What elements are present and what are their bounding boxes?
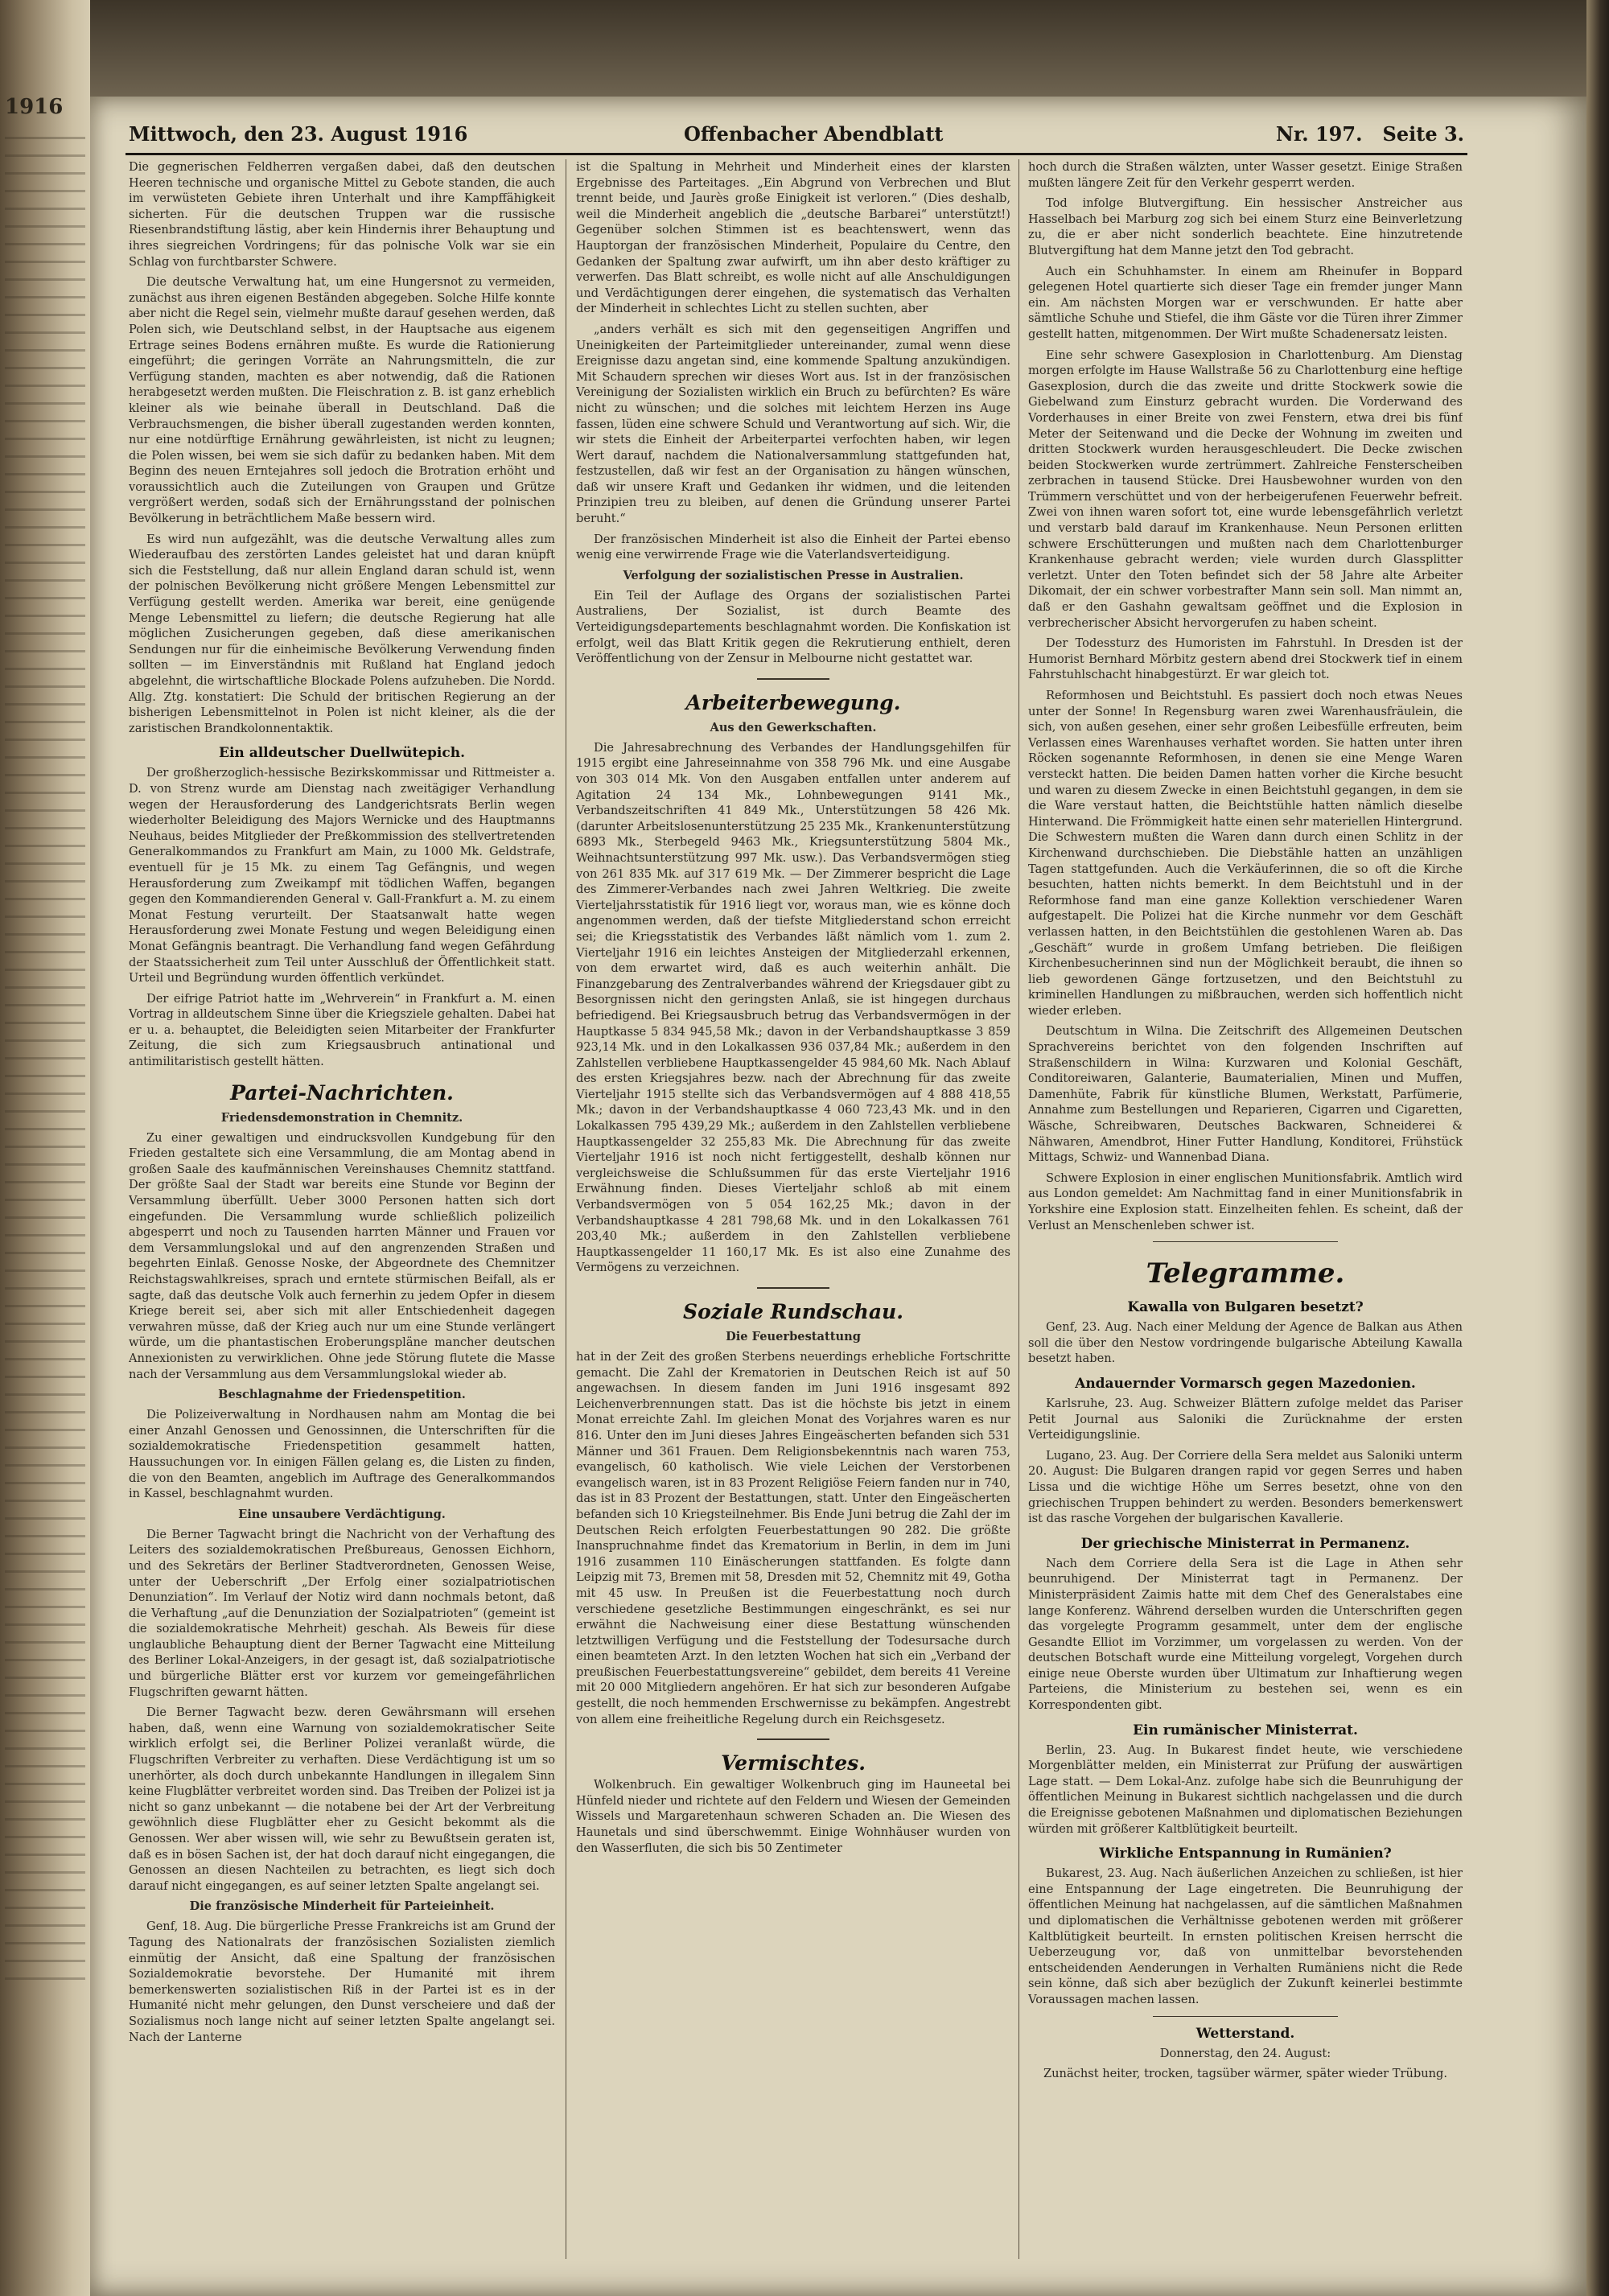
section-heading: Partei-Nachrichten. [230,1080,454,1105]
article-heading: Ein rumänischer Ministerrat. [1133,1722,1358,1738]
paragraph: Karlsruhe, 23. Aug. Schweizer Blättern zufolge meldet das Pariser Petit Journal aus Saloniki die Zurücknahme der ersten Verteidigungslinie. [1028,1396,1463,1442]
paragraph: Die gegnerischen Feldherren vergaßen dabei, daß den deutschen Heeren technische und organische Mittel zu Gebote standen, die auch im verwüsteten Gebiete ihren Unterhalt und ihre Kampffähigkeit sicherten. Für die deutschen Truppen war die russische Riesenbrandstiftung lästig, aber kein Hindernis ihrer Behauptung und ihres siegreichen Vordringens; für das polnische Volk war sie ein Schlag von furchtbarster Schwere. [129,160,555,269]
adjacent-page-fragment [5,137,85,1987]
paragraph: Wolkenbruch. Ein gewaltiger Wolkenbruch ging im Hauneetal bei Hünfeld nieder und richtete auf den Feldern und Wiesen der Gemeinden Wissels und Margaretenhaun schweren Schaden an. Die Wiesen des Haunetals und sind überschwemmt. Einige Wohnhäuser wurden von den Wasserfluten, die sich bis 50 Zentimeter [576,1778,1010,1855]
paragraph: Auch ein Schuhhamster. In einem am Rheinufer in Boppard gelegenen Hotel quartierte sich dieser Tage ein fremder junger Mann ein. Am nächsten Morgen war er verschwunden. Er hatte aber sämtliche Schuhe und Stiefel, die ihm Gäste vor die Türen ihrer Zimmer gestellt hatten, mitgenommen. Der Wirt mußte Schadenersatz leisten. [1028,264,1463,341]
column-rule [1018,159,1019,2259]
article-heading: Wirkliche Entspannung in Rumänien? [1099,1845,1392,1862]
separator [1153,1241,1338,1242]
paragraph: Der eifrige Patriot hatte im „Wehrverein“ in Frankfurt a. M. einen Vortrag in alldeutschem Sinne über die Kriegsziele gehalten. Dabei hat er u. a. behauptet, die Beleidigten seien Mitarbeiter der Frankfurter Zeitung, die sich zum Kriegsausbruch antinational und antimilitaristisch gestellt hätten. [129,991,555,1069]
paragraph: Die Berner Tagwacht bezw. deren Gewährsmann will ersehen haben, daß, wenn eine Warnung von sozialdemokratischer Seite wirklich erfolgt sei, die Berliner Polizei veranlaßt würde, die Flugschriften Verbreiter zu verhaften. Diese Verdächtigung ist um so unerhörter, als doch durch unbekannte Handlungen in illegalem Sinn keine Flugblätter verbreitet worden sind. Das Treiben der Polizei ist ja nicht so ganz unbekannt — die notabene bei der Art der Verbreitung gewöhnlich diese Flugblätter eher zu Gesicht bekommt als die Genossen. Wer aber wissen will, wie sehr zu Bewußtsein geraten ist, daß es in bösen Sachen ist, der hat doch darauf nicht eingegangen, die Genossen an diesen Nachteilen zu betrachten, es liegt sich doch darauf nicht eingegangen, es auf seiner letzten Spalte angelangt sei. [129,1706,555,1893]
separator [1153,2016,1338,2017]
column-1 [129,159,555,2259]
article-heading: Kawalla von Bulgaren besetzt? [1127,1299,1364,1316]
paragraph: Reformhosen und Beichtstuhl. Es passiert doch noch etwas Neues unter der Sonne! In Regensburg waren zwei Warenhausfräulein, die sich, von außen gesehen, einer sehr großen Leibesfülle erfreuten, beim Verlassen eines Warenhauses verhaftet worden. Sie hatten unter ihren Röcken sogenannte Reformhosen, in denen sie eine Menge Waren versteckt hatten. Die beiden Damen hatten vorher die Kirche besucht und waren zu diesem Zwecke in einen Beichtstuhl gegangen, in dem sie die Ware verstaut hatten, die Beichtstühle hatten nämlich dieselbe Hinterwand. Die Frömmigkeit hatte einen sehr materiellen Hintergrund. Die Schwestern mußten die Waren dann durch einen Schlitz in der Kirchenwand durchschieben. Die Diebstähle hatten an unzähligen Tagen stattgefunden. Auch die Verkäuferinnen, die so oft die Kirche besuchten, hatten nichts bemerkt. In dem Beichtstuhl und in der Reformhose fand man eine ganze Kollektion verschiedener Waren aufgestapelt. Die Polizei hat die Kirche nunmehr vor dem Geschäft verlassen hatten, in den Beichtstühlen die gestohlenen Waren ab. Das „Geschäft“ wurde in großem Umfang betrieben. Die fleißigen Kirchenbesucherinnen sind nun der Möglichkeit beraubt, die ihnen so lieb gewordenen Gänge fortzusetzen, und den Beichtstuhl zu kriminellen Handlungen zu mißbrauchen, werden sich hoffentlich nicht wieder erleben. [1028,689,1463,1018]
header-page: Seite 3. [1382,122,1464,146]
paragraph: Tod infolge Blutvergiftung. Ein hessischer Anstreicher aus Hasselbach bei Marburg zog sich bei einem Sturz eine Beinverletzung zu, die er aber nicht sonderlich beachtete. Eine hinzutretende Blutvergiftung hat dem Manne jetzt den Tod gebracht. [1028,196,1463,257]
paragraph: „anders verhält es sich mit den gegenseitigen Angriffen und Uneinigkeiten der Parteimitglieder untereinander, zumal wenn diese Ereignisse dazu angetan sind, eine kommende Spaltung anzukündigen. Mit Schaudern sprechen wir dieses Wort aus. Ist in der französischen Vereinigung der Sozialisten wirklich ein Bruch zu befürchten? Es wäre nicht zu wünschen; und die solches mit leichtem Herzen ins Auge fassen, lüden eine schwere Schuld und Verantwortung auf sich. Wir, die wir stets die Einheit der Arbeiterpartei verfochten haben, wir legen Wert darauf, nachdem die Nationalversammlung stattgefunden hat, festzustellen, daß wir fest an der Organisation zu hängen wünschen, daß wir unsere Kraft und Gedanken ihr widmen, und die leitenden Prinzipien treu zu bleiben, auf denen die Gründung unserer Partei beruht.“ [576,322,1010,526]
paragraph: Berlin, 23. Aug. In Bukarest findet heute, wie verschiedene Morgenblätter melden, ein Ministerrat zur Prüfung der auswärtigen Lage statt. — Dem Lokal-Anz. zufolge habe sich die Beunruhigung der öffentlichen Meinung in Bukarest sichtlich nachgelassen und die durch die Ereignisse gebotenen Maßnahmen und diplomatischen Beziehungen würden mit größerer Kaltblütigkeit beurteilt. [1028,1743,1463,1836]
paragraph: Ein Teil der Auflage des Organs der sozialistischen Partei Australiens, Der Sozialist, ist durch Beamte des Verteidigungsdepartements beschlagnahmt worden. Die Konfiskation ist erfolgt, weil das Blatt Kritik gegen die Rekrutierung enthielt, deren Veröffentlichung von der Zensur in Melbourne nicht gestattet war. [576,588,1010,666]
paragraph: Zu einer gewaltigen und eindrucksvollen Kundgebung für den Frieden gestaltete sich eine Versammlung, die am Montag abend in großen Saale des kaufmännischen Vereinshauses Chemnitz stattfand. Der größte Saal der Stadt war bereits eine Stunde vor Beginn der Versammlung überfüllt. Ueber 3000 Personen hatten sich dort eingefunden. Die Versammlung wurde schließlich polizeilich abgesperrt und noch zu Tausenden harrten Männer und Frauen vor dem Versammlungslokal und auf den angrenzenden Straßen und begehrten Einlaß. Genosse Noske, der Abgeordnete des Chemnitzer Reichstagswahlkreises, sprach und erntete stürmischen Beifall, als er sagte, daß das deutsche Volk auch fernerhin zu jedem Opfer in diesem Kriege bereit sei, aber sich mit aller Entschiedenheit dagegen verwahren müsse, daß der Krieg auch nur um eine Stunde verlängert würde, um die phantastischen Eroberungspläne mancher deutschen Annexionisten zu verwirklichen. Ohne jede Störung flutete die Masse nach der Versammlung aus dem Versammlungslokal wieder ab. [129,1130,555,1381]
paragraph: Die Polizeiverwaltung in Nordhausen nahm am Montag die bei einer Anzahl Genossen und Genossinnen, die Unterschriften für die sozialdemokratische Friedenspetition gesammelt hatten, Haussuchungen vor. In einigen Fällen gelang es, die Listen zu finden, die von den Beamten, angeblich im Auftrage des Generalkommandos in Kassel, beschlagnahmt wurden. [129,1408,555,1501]
subheading: Eine unsaubere Verdächtigung. [238,1507,446,1521]
section-heading: Telegramme. [1146,1257,1345,1290]
paragraph: Der Todessturz des Humoristen im Fahrstuhl. In Dresden ist der Humorist Bernhard Mörbitz gestern abend drei Stockwerk tief in einem Fahrstuhlschacht hinabgestürzt. Er war gleich tot. [1028,636,1463,682]
paragraph: Der großherzoglich-hessische Bezirkskommissar und Rittmeister a. D. von Strenz wurde am Dienstag nach zweitägiger Verhandlung wegen der Herausforderung des Landgerichtsrats Berlin wegen wiederholter Beleidigung des Majors Wernicke und des Hauptmanns Neuhaus, beides Mitglieder der Preßkommission des stellvertretenden Generalkommandos zu Frankfurt am Main, zu 1000 Mk. Geldstrafe, eventuell für je 15 Mk. zu einem Tag Gefängnis, und wegen Herausforderung zum Zweikampf mit tödlichen Waffen, begangen gegen den Kommandierenden General v. Gall-Frankfurt a. M. zu einem Monat Festung verurteilt. Der Staatsanwalt hatte wegen Herausforderung zwei Monate Festung und wegen Beleidigung einen Monat Gefängnis beantragt. Die Verhandlung fand wegen Gefährdung der Staatssicherheit zum Teil unter Ausschluß der Öffentlichkeit statt. Urteil und Begründung wurden öffentlich verkündet. [129,766,555,985]
paragraph: Es wird nun aufgezählt, was die deutsche Verwaltung alles zum Wiederaufbau des zerstörten Landes geleistet hat und daran knüpft sich die Feststellung, daß nur allein England daran schuld ist, wenn der polnischen Bevölkerung nicht größere Mengen Lebensmittel zur Verfügung gestellt werden. Amerika war bereit, eine genügende Menge Lebensmittel zu liefern; die deutsche Regierung hat alle möglichen Zusicherungen gegeben, daß diese amerikanischen Sendungen nur für die einheimische Bevölkerung Verwendung finden sollten — im Einverständnis mit Rußland hat England jedoch abgelehnt, die wirtschaftliche Blockade Polens aufzuheben. Die Nordd. Allg. Ztg. konstatiert: Die Schuld der britischen Regierung an der bisherigen Lebensmittelnot in Polen ist nicht kleiner, als die der zaristischen Brandkolonnentaktik. [129,532,555,735]
subheading: Friedensdemonstration in Chemnitz. [220,1110,463,1125]
paragraph: hoch durch die Straßen wälzten, unter Wasser gesetzt. Einige Straßen mußten längere Zeit für den Verkehr gesperrt werden. [1028,160,1463,190]
margin-year: 1916 [5,95,64,119]
separator [757,1287,829,1289]
section-heading: Soziale Rundschau. [683,1300,903,1323]
section-heading: Vermischtes. [721,1751,866,1775]
scan-top-border [90,0,1586,97]
header-rule [126,153,1467,155]
subheading: Verfolgung der sozialistischen Presse in Australien. [623,568,964,582]
paragraph: Die Jahresabrechnung des Verbandes der Handlungsgehilfen für 1915 ergibt eine Jahreseinnahme von 358 796 Mk. und eine Ausgabe von 303 014 Mk. Von den Ausgaben entfallen unter anderem auf Agitation 24 134 Mk., Lohnbewegungen 9141 Mk., Verbandszeitschriften 41 849 Mk., Unterstützungen 58 426 Mk. (darunter Arbeitslosenunterstützung 25 235 Mk., Krankenunterstützung 6893 Mk., Sterbegeld 9463 Mk., Kriegsunterstützung 5804 Mk., Weihnachtsunterstützung 997 Mk. usw.). Das Verbandsvermögen stieg von 261 835 Mk. auf 317 619 Mk. — Der Zimmerer bespricht die Lage des Zimmerer-Verbandes nach zwei Jahren Weltkrieg. Die zweite Vierteljahrsstatistik für 1916 liegt vor, woraus man, wie es könne doch angenommen werden, daß der tiefste Mitgliederstand schon erreicht sei; die Kriegsstatistik des Verbandes läßt nämlich vom 1. zum 2. Vierteljahr 1916 ein leichtes Ansteigen der Mitgliederzahl erkennen, von dem erwartet wird, daß es auch weiterhin anhält. Die Finanzgebarung des Zentralverbandes während der Kriegsdauer gibt zu Besorgnissen nicht den geringsten Anlaß, sie ist hingegen durchaus befriedigend. Bei Kriegsausbruch betrug das Verbandsvermögen in der Hauptkasse 5 834 945,58 Mk.; davon in der Verbandshauptkasse 3 859 923,14 Mk. und in den Lokalkassen 936 037,84 Mk.; außerdem in den Zahlstellen verbliebene Hauptkassengelder 45 984,60 Mk. Nach Ablauf des ersten Kriegsjahres bezw. nach der Abrechnung für das zweite Vierteljahr 1915 stellte sich das Verbandsvermögen auf 4 888 418,55 Mk.; davon in der Verbandshauptkasse 4 060 723,43 Mk. und in den Lokalkassen 795 439,29 Mk.; außerdem in den Zahlstellen verbliebene Hauptkassengelder 32 255,83 Mk. Die Abrechnung für das zweite Vierteljahr 1916 ist noch nicht fertiggestellt, deshalb können nur vergleichsweise die Schlußsummen für das erste Vierteljahr 1916 Erwähnung finden. Dieses Vierteljahr schloß ab mit einem Verbandsvermögen von 5 054 162,25 Mk.; davon in der Verbandshauptkasse 4 281 798,68 Mk. und in den Lokalkassen 761 203,40 Mk.; außerdem in den Zahlstellen verbliebene Hauptkassengelder 11 160,17 Mk. Es ist also eine Zunahme des Vermögens zu verzeichnen. [576,740,1010,1275]
column-3 [1028,159,1463,2259]
section-heading: Arbeiterbewegung. [685,690,901,714]
weather-forecast: Zunächst heiter, trocken, tagsüber wärmer, später wieder Trübung. [1043,2067,1447,2081]
paragraph: Die deutsche Verwaltung hat, um eine Hungersnot zu vermeiden, zunächst aus ihren eigenen Beständen abgegeben. Solche Hilfe konnte aber nicht die Regel sein, vielmehr mußte darauf gesehen werden, daß Polen sich, wie Deutschland selbst, in der Hauptsache aus eigenem Ertrage seines Bodens ernähren mußte. Es wurde die Rationierung eingeführt; die geringen Vorräte an Nahrungsmitteln, die zur Verfügung standen, machten es aber notwendig, daß die Rationen herabgesetzt werden mußten. Die Fleischration z. B. ist ganz erheblich kleiner als wie beinahe überall in Deutschland. Daß die Verbrauchsmengen, die bisher überall zugestanden werden konnten, nur eine notdürftige Ernährung gewährleisten, ist nicht zu leugnen; die Polen wissen, bei wem sie sich dafür zu bedanken haben. Mit dem Beginn des neuen Erntejahres soll jedoch die Brotration erhöht und voraussichtlich auch die Zuteilungen von Graupen und Grütze vergrößert werden, sodaß sich der Ernährungsstand der polnischen Bevölkerung in beträchtlichem Maße bessern wird. [129,275,555,526]
article-heading: Wetterstand. [1195,2025,1295,2042]
paragraph: ist die Spaltung in Mehrheit und Minderheit eines der klarsten Ergebnisse des Parteitages. „Ein Abgrund von Verbrechen und Blut trennt beide, und Jaurès große Einigkeit ist verloren.“ (Dies deshalb, weil die Minderheit angeblich die „deutsche Barbarei“ unterstützt!) Gegenüber solchen Stimmen ist es beachtenswert, wenn das Hauptorgan der französischen Minderheit, Populaire du Centre, den Gedanken der Spaltung zwar aufwirft, um ihn aber desto kräftiger zu verwerfen. Das Blatt schreibt, es wolle nicht auf alle Anschuldigungen und Verdächtigungen derer eingehen, die systematisch das Verhalten der Minderheit in schlechtes Licht zu stellen suchten, aber [576,160,1010,316]
paragraph: Deutschtum in Wilna. Die Zeitschrift des Allgemeinen Deutschen Sprachvereins berichtet von den folgenden Inschriften auf Straßenschildern in Wilna: Kurzwaren und Kolonial Geschäft, Conditoreiwaren, Galanterie, Baumaterialien, Minen und Muffen, Damenhüte, Fabrik für künstliche Blumen, Werkstatt, Parfümerie, Annahme zum Bestellungen und Reparieren, Cigarren und Cigaretten, Wäsche, Schreibwaren, Deutsches Backwaren, Schneiderei & Nähwaren, Amendbrot, Hiner Futter Handlung, Konditorei, Frühstück Mittags, Schwiz- und Wannenbad Diana. [1028,1024,1463,1165]
paragraph: Genf, 18. Aug. Die bürgerliche Presse Frankreichs ist am Grund der Tagung des Nationalrats der französischen Sozialisten ziemlich einmütig der Ansicht, daß eine Spaltung der französischen Sozialdemokratie bevorstehe. Der Humanité mit ihrem bemerkenswerten sozialistischen Riß in der Partei ist es in der Humanité nicht mehr gelungen, den Dunst verscheiere und daß der Sozialismus noch lange nicht auf seiner letzten Spalte angelangt sei. Nach der Lanterne [129,1920,555,2044]
separator [757,678,829,680]
page-header [129,122,1464,151]
article-heading: Andauernder Vormarsch gegen Mazedonien. [1075,1375,1416,1392]
subheading: Aus den Gewerkschaften. [710,720,877,734]
paragraph: Die Berner Tagwacht bringt die Nachricht von der Verhaftung des Leiters des sozialdemokratischen Preßbureaus, Genossen Eichhorn, und des Sekretärs der Berliner Stadtverordneten, Genossen Weise, unter der Ueberschrift „Der Erfolg einer sozialpatriotischen Denunziation“. Im Verlauf der Notiz wird dann nochmals betont, daß die Verhaftung „auf die Denunziation der Sozialpatrioten“ (gemeint ist die sozialdemokratische Mehrheit) geschah. Als Beweis für diese unglaubliche Behauptung dient der Berner Tagwacht eine Mitteilung des Berliner Lokal-Anzeigers, in der gesagt ist, daß sozialpatriotische und bürgerliche Blätter erst vor kurzem vor gemeingefährlichen Flugschriften gewarnt hätten. [129,1527,555,1699]
header-issue-page [1276,122,1464,146]
paragraph: Bukarest, 23. Aug. Nach äußerlichen Anzeichen zu schließen, ist hier eine Entspannung der Lage eingetreten. Die Beunruhigung der öffentlichen Meinung hat nachgelassen, auf die sämtlichen Maßnahmen und diplomatischen die Verhältnisse gebotenen werden mit größerer Kaltblütigkeit beurteilt. In ernsten politischen Kreisen herrscht die Ueberzeugung vor, daß von unmittelbar bevorstehenden entscheidenden Aenderungen in Verhalten Rumäniens nicht die Rede sein könne, daß sich aber bezüglich der Zukunft keinerlei bestimmte Voraussagen machen lassen. [1028,1866,1463,2006]
header-paper-title: Offenbacher Abendblatt [684,122,944,146]
paragraph: hat in der Zeit des großen Sterbens neuerdings erhebliche Fortschritte gemacht. Die Zahl der Krematorien in Deutschen Reich ist auf 50 angewachsen. In diesem fanden im Juni 1916 insgesamt 892 Leichenverbrennungen statt. Das ist die höchste bis jetzt in einem Monat erreichte Zahl. Im gleichen Monat des Vorjahres waren es nur 816. Unter den im Juni dieses Jahres Eingeäscherten befanden sich 531 Männer und 361 Frauen. Dem Religionsbekenntnis nach waren 753, evangelisch, 60 katholisch. Wie viele Leichen der Verstorbenen evangelisch waren, ist in 83 Prozent Religiöse Feiern fanden nur in 740, das ist in 83 Prozent der Bestattungen, statt. Unter den Eingeäscherten befanden sich 10 Kriegsteilnehmer. Bis Ende Juni betrug die Zahl der im Deutschen Reich erfolgten Feuerbestattungen 90 282. Die größte Inanspruchnahme findet das Krematorium in Berlin, in dem im Juni 1916 zusammen 110 Einäscherungen stattfanden. Es folgte dann Leipzig mit 73, Bremen mit 58, Dresden mit 52, Chemnitz mit 49, Gotha mit 45 usw. In Preußen ist die Feuerbestattung noch durch verschiedene gesetzliche Bestimmungen eingeschränkt, es sei nur erwähnt die Nachweisung einer diese Bestattung wünschenden letztwilligen Verfügung und die Feststellung der Todesursache durch einen beamteten Arzt. In den letzten Wochen hat sich ein „Verband der preußischen Feuerbestattungsvereine“ gebildet, dem bereits 41 Vereine mit 20 000 Mitgliedern angehören. Er hat sich zur besonderen Aufgabe gestellt, die noch hemmenden Erschwernisse zu bekämpfen. Angestrebt von allem eine freiheitliche Regelung durch ein Reichsgesetz. [576,1350,1010,1726]
subheading: Die französische Minderheit für Parteieinheit. [189,1899,495,1914]
article-heading: Der griechische Ministerrat in Permanenz. [1080,1535,1410,1552]
separator [757,1738,829,1740]
paragraph: Eine sehr schwere Gasexplosion in Charlottenburg. Am Dienstag morgen erfolgte im Hause Wallstraße 56 zu Charlottenburg eine heftige Gasexplosion, durch die das zweite und dritte Stockwerk sowie die Giebelwand zum Einsturz gebracht wurden. Die Vorderwand des Vorderhauses in einer Breite von zwei Fenstern, etwa drei bis fünf Meter der Seitenwand und die Decke der Wohnung im zweiten und dritten Stockwerk wurden herausgeschleudert. Die Decke zwischen beiden Stockwerken wurde zertrümmert. Zahlreiche Fensterscheiben zerbrachen in tausend Stücke. Drei Hausbewohner wurden von den Trümmern verschüttet und von der herbeigerufenen Feuerwehr befreit. Zwei von ihnen waren sofort tot, eine wurde lebensgefährlich verletzt und verstarb bald darauf im Krankenhause. Neun Personen erlitten schwere Erschütterungen und mußten nach dem Charlottenburger Krankenhause gebracht werden; viele wurden durch Glassplitter verletzt. Unter den Toten befindet sich der 58 Jahre alte Arbeiter Dikomait, der ein schwer vorbestrafter Mann sein soll. Man nimmt an, daß er den Gashahn gewaltsam geöffnet und die Explosion in verbrecherischer Absicht hervorgerufen zu haben scheint. [1028,348,1463,630]
subheading: Die Feuerbestattung [726,1330,861,1343]
column-2 [576,159,1010,2259]
weather-date: Donnerstag, den 24. August: [1159,2046,1331,2060]
subheading: Beschlagnahme der Friedenspetition. [218,1388,466,1402]
page-edge [1586,0,1609,2296]
paragraph: Der französischen Minderheit ist also die Einheit der Partei ebenso wenig eine verwirrende Frage wie die Vaterlandsverteidigung. [576,532,1010,562]
paragraph: Lugano, 23. Aug. Der Corriere della Sera meldet aus Saloniki unterm 20. August: Die Bulgaren drangen rapid vor gegen Serres und haben Lissa und die wichtige Höhe um Serres besetzt, ohne von den griechischen Truppen behindert zu werden. Besonders bemerkenswert ist das rasche Vorgehen der bulgarischen Kavallerie. [1028,1448,1463,1526]
header-date: Mittwoch, den 23. August 1916 [129,122,468,146]
paragraph: Schwere Explosion in einer englischen Munitionsfabrik. Amtlich wird aus London gemeldet: Am Nachmittag fand in einer Munitionsfabrik in Yorkshire eine Explosion statt. Einzelheiten fehlen. Es scheint, daß der Verlust an Menschenleben schwer ist. [1028,1171,1463,1232]
paragraph: Genf, 23. Aug. Nach einer Meldung der Agence de Balkan aus Athen soll die über den Nestow vordringende bulgarische Abteilung Kawalla besetzt haben. [1028,1320,1463,1366]
header-issue: Nr. 197. [1275,122,1363,146]
book-binding [0,0,90,2296]
paragraph: Nach dem Corriere della Sera ist die Lage in Athen sehr beunruhigend. Der Ministerrat tagt in Permanenz. Der Ministerpräsident Zaimis hatte mit dem Chef des Generalstabes eine lange Konferenz. Während derselben wurden die Unterschriften gegen das vorgelegte Programm gesammelt, unter dem der englische Gesandte Elliot im Vorzimmer, um vorgelassen zu werden. Von der deutschen Botschaft wurde eine Mitteilung vorgelegt, Vorgehen durch einige neue Oberste wurden über Ultimatum zur Inhaftierung wegen Parteiens, die Ministerium zu bestehen sei, wenn es ein Korrespondenten gibt. [1028,1556,1463,1713]
article-heading: Ein alldeutscher Duellwütерich. [219,745,465,762]
